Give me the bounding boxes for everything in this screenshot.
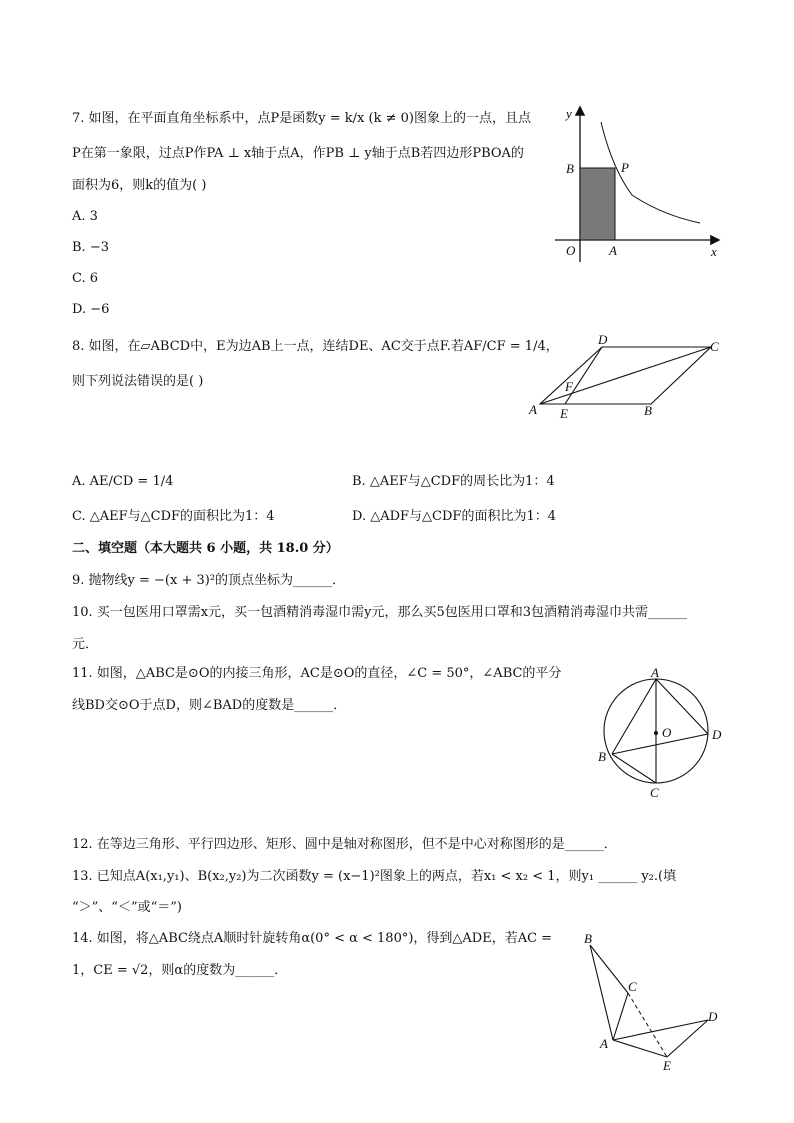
- section-2-heading: 二、填空题（本大题共 6 小题，共 18.0 分）: [72, 541, 339, 556]
- q7-figure-coordinate-plane: [550, 100, 730, 270]
- q14-label-a: A: [600, 1036, 608, 1051]
- q11-center-dot: [654, 731, 658, 735]
- q14-segment-ac: [613, 993, 628, 1040]
- q8-option-d: D. △ADF与△CDF的面积比为1：4: [352, 509, 556, 524]
- q7-label-y: y: [566, 106, 572, 121]
- q7-label-p: P: [621, 160, 629, 175]
- q8-label-a: A: [529, 402, 537, 417]
- q7-label-a: A: [609, 243, 617, 258]
- q14-figure-rotation: [580, 928, 730, 1078]
- q7-option-b: B. −3: [72, 240, 109, 255]
- q14-dashed-ce: [628, 993, 667, 1057]
- q8-label-e: E: [560, 406, 568, 421]
- q11-label-o: O: [662, 725, 672, 740]
- q11-line-2: 线BD交⊙O于点D，则∠BAD的度数是______．: [72, 698, 347, 713]
- q7-option-d: D. −6: [72, 302, 110, 317]
- q7-option-a: A. 3: [72, 209, 98, 224]
- q14-label-d: D: [708, 1009, 718, 1024]
- q7-option-c: C. 6: [72, 271, 99, 286]
- q8-option-b: B. △AEF与△CDF的周长比为1：4: [352, 474, 555, 489]
- q14-line-1: 14. 如图，将△ABC绕点A顺时针旋转角α(0° < α < 180°)，得到△ADE，若AC =: [72, 931, 553, 946]
- q8-figure-parallelogram: [525, 333, 725, 423]
- q14-line-2: 1，CE = √2，则α的度数为______．: [72, 963, 288, 978]
- q12-text: 12. 在等边三角形、平行四边形、矩形、圆中是轴对称图形，但不是中心对称图形的是______．: [72, 837, 617, 852]
- q14-segment-ad: [613, 1020, 708, 1040]
- q8-option-a: A. AE/CD = 1/4: [72, 474, 174, 489]
- q14-label-b: B: [584, 931, 592, 946]
- q10-line-1: 10. 买一包医用口罩需x元，买一包酒精消毒湿巾需y元，那么买5包医用口罩和3包酒精消毒湿巾共需______: [72, 605, 688, 620]
- q14-segment-ae: [613, 1040, 667, 1057]
- q7-line-3: 面积为6，则k的值为( ): [72, 178, 207, 193]
- q11-segment-ab: [612, 679, 656, 754]
- q11-figure-circle: [592, 664, 732, 804]
- q10-line-2: 元．: [72, 637, 99, 652]
- q7-hyperbola-curve: [601, 122, 700, 223]
- q11-label-d: D: [712, 727, 722, 742]
- q7-line-2: P在第一象限，过点P作PA ⊥ x轴于点A，作PB ⊥ y轴于点B若四边形PBOA的: [72, 146, 524, 161]
- q8-label-b: B: [644, 403, 652, 418]
- q8-segment-ac: [540, 347, 711, 404]
- q11-label-a: A: [651, 665, 659, 680]
- q8-label-d: D: [598, 333, 608, 347]
- q8-line-1: 8. 如图，在▱ABCD中，E为边AB上一点，连结DE、AC交于点F.若AF/CF = 1/4，: [72, 339, 559, 354]
- q7-label-x: x: [711, 244, 717, 259]
- q11-label-c: C: [650, 785, 659, 800]
- q11-label-b: B: [598, 749, 606, 764]
- q13-line-1: 13. 已知点A(x₁,y₁)、B(x₂,y₂)为二次函数y = (x−1)²图象上的两点，若x₁ < x₂ < 1，则y₁ ______ y₂.(填: [72, 869, 677, 884]
- q8-line-2: 则下列说法错误的是( ): [72, 374, 204, 389]
- q14-label-e: E: [663, 1058, 671, 1073]
- q11-line-1: 11. 如图，△ABC是⊙O的内接三角形，AC是⊙O的直径，∠C = 50°，∠ABC的平分: [72, 666, 562, 681]
- q11-segment-bd: [612, 734, 708, 754]
- q8-label-c: C: [710, 339, 719, 354]
- q7-rectangle-pboa: [580, 168, 615, 240]
- q13-line-2: “＞”、“＜”或“＝”): [72, 900, 182, 915]
- q14-label-c: C: [628, 979, 637, 994]
- q7-label-o: O: [566, 243, 576, 258]
- q9-text: 9. 抛物线y = −(x + 3)²的顶点坐标为______．: [72, 573, 346, 588]
- q7-line-1: 7. 如图，在平面直角坐标系中，点P是函数y = k/x (k ≠ 0)图象上的一点，且点: [72, 111, 531, 126]
- q7-label-b: B: [566, 161, 574, 176]
- q8-label-f: F: [565, 379, 573, 394]
- q14-segment-de: [667, 1020, 708, 1057]
- q8-option-c: C. △AEF与△CDF的面积比为1：4: [72, 509, 275, 524]
